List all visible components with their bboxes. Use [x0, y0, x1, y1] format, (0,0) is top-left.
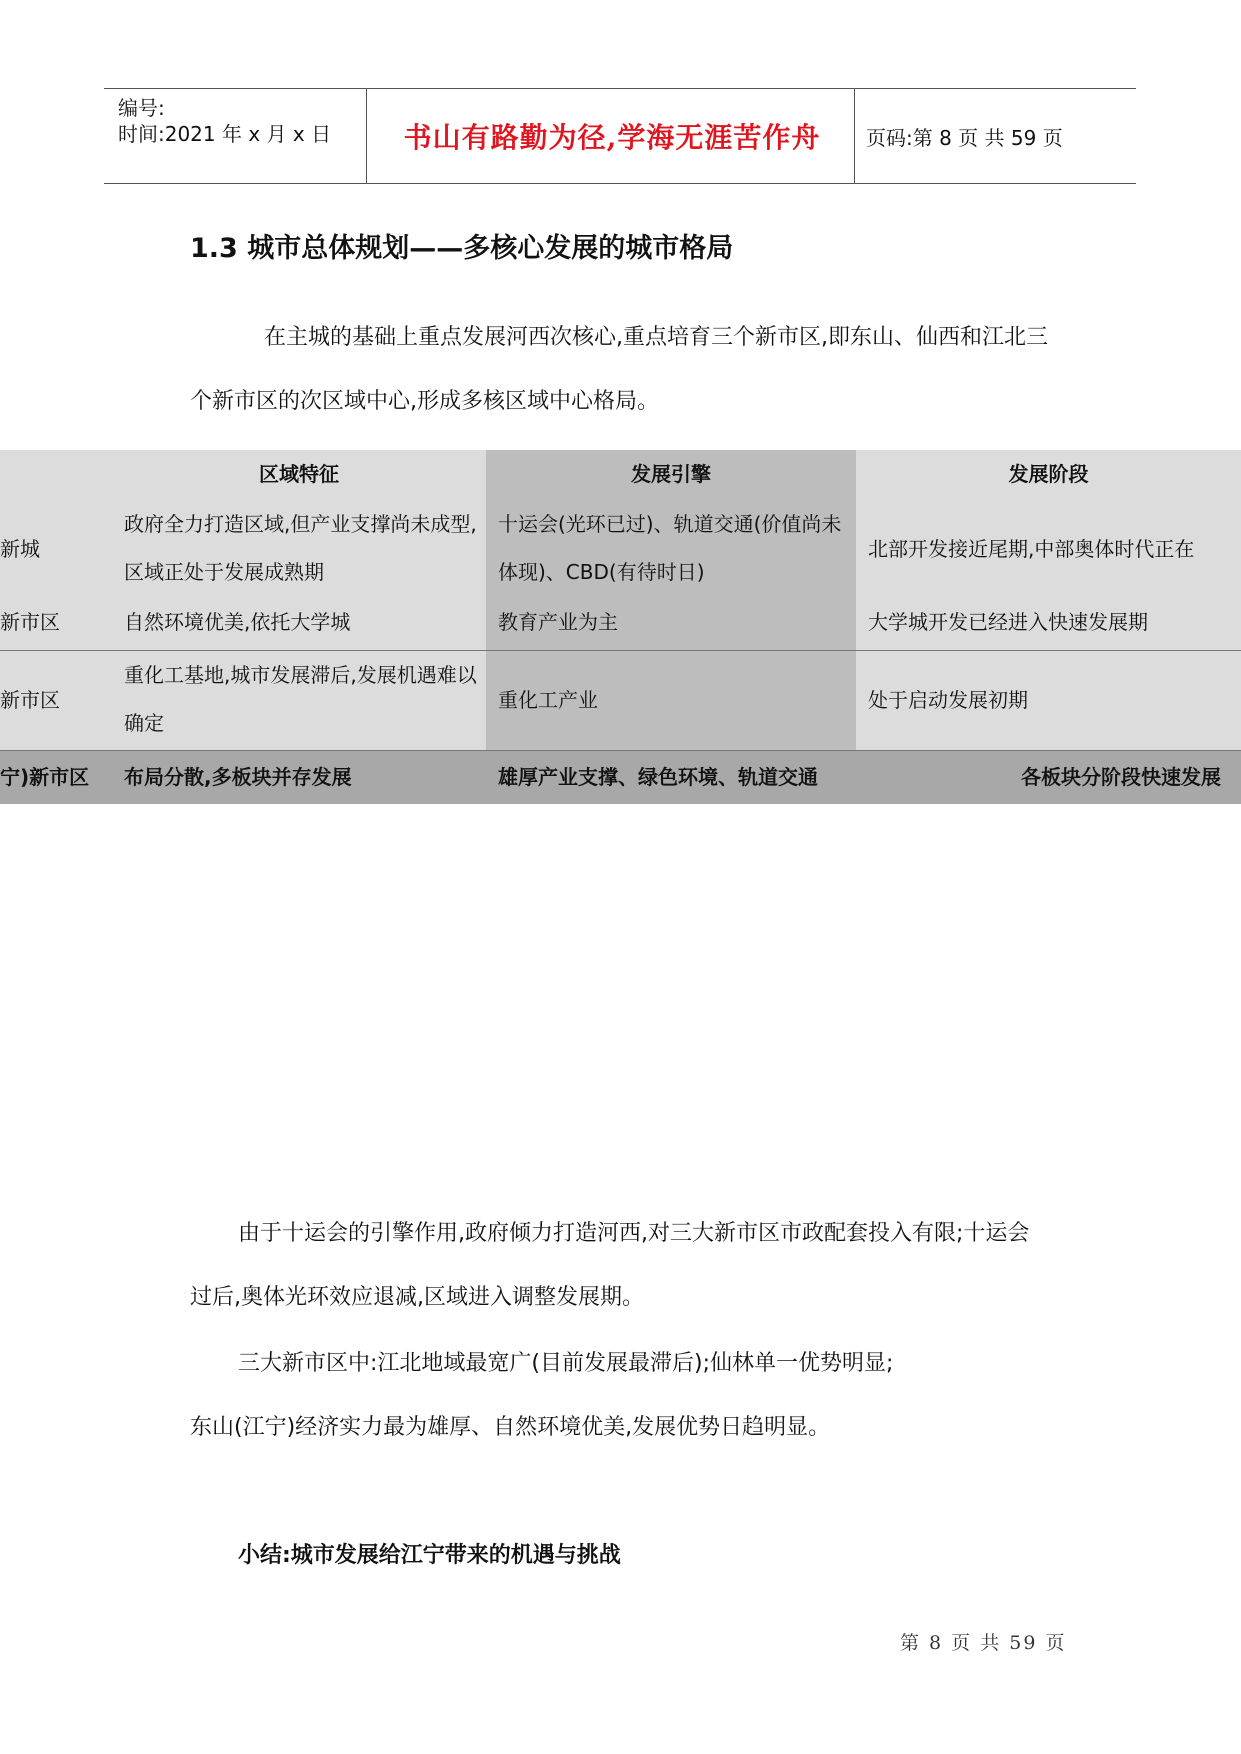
- table-row-stage: 北部开发接近尾期,中部奥体时代正在: [856, 500, 1241, 598]
- table-row-feature: 布局分散,多板块并存发展: [112, 751, 486, 804]
- comparison-table: [0, 450, 1241, 804]
- intro-paragraph: [190, 306, 1050, 434]
- header-divider: [854, 89, 855, 183]
- table-row-engine: 十运会(光环已过)、轨道交通(价值尚未体现)、CBD(有待时日): [486, 500, 856, 598]
- body-paragraph: [190, 1332, 1050, 1460]
- table-header-blank: [0, 450, 112, 500]
- page-footer: 第 8 页 共 59 页: [900, 1632, 1067, 1654]
- header-page-label: 页码:第 8 页 共 59 页: [866, 125, 1063, 150]
- table-row-engine: 雄厚产业支撑、绿色环境、轨道交通: [486, 751, 856, 804]
- header-meta: [118, 89, 358, 183]
- summary-heading: 小结:城市发展给江宁带来的机遇与挑战: [238, 1543, 621, 1568]
- header-motto: 书山有路勤为径,学海无涯苦作舟: [403, 121, 821, 154]
- table-header-engine: 发展引擎: [486, 450, 856, 500]
- header-divider: [366, 89, 367, 183]
- table-row-engine: 教育产业为主: [486, 598, 856, 650]
- table-row-name: 新市区: [0, 598, 112, 650]
- table-row-stage: 各板块分阶段快速发展: [856, 751, 1241, 804]
- table-row-feature: 重化工基地,城市发展滞后,发展机遇难以确定: [112, 651, 486, 750]
- table-row-feature: 自然环境优美,依托大学城: [112, 598, 486, 650]
- body-text: 东山(江宁)经济实力最为雄厚、自然环境优美,发展优势日趋明显。: [190, 1415, 831, 1440]
- table-row-name: 宁)新市区: [0, 751, 112, 804]
- table-header-stage: 发展阶段: [856, 450, 1241, 500]
- header-number-label: 编号:: [118, 96, 165, 120]
- body-paragraph: [190, 1202, 1050, 1330]
- page-header: [104, 88, 1136, 184]
- table-row-name: 新市区: [0, 651, 112, 750]
- table-row-stage: 大学城开发已经进入快速发展期: [856, 598, 1241, 650]
- header-time-label: 时间:2021 年 x 月 x 日: [118, 122, 332, 146]
- table-row-name: 新城: [0, 500, 112, 598]
- table-header-feature: 区域特征: [112, 450, 486, 500]
- section-title: 1.3 城市总体规划——多核心发展的城市格局: [190, 233, 734, 264]
- body-text: 由于十运会的引擎作用,政府倾力打造河西,对三大新市区市政配套投入有限;十运会过后,奥体光环效应退减,区域进入调整发展期。: [190, 1221, 1030, 1310]
- table-row-feature: 政府全力打造区域,但产业支撑尚未成型,区域正处于发展成熟期: [112, 500, 486, 598]
- intro-text: 在主城的基础上重点发展河西次核心,重点培育三个新市区,即东山、仙西和江北三个新市区的次区域中心,形成多核区域中心格局。: [190, 325, 1048, 414]
- table-row-stage: 处于启动发展初期: [856, 651, 1241, 750]
- body-text: 三大新市区中:江北地域最宽广(目前发展最滞后);仙林单一优势明显;: [238, 1351, 894, 1376]
- table-row-engine: 重化工产业: [486, 651, 856, 750]
